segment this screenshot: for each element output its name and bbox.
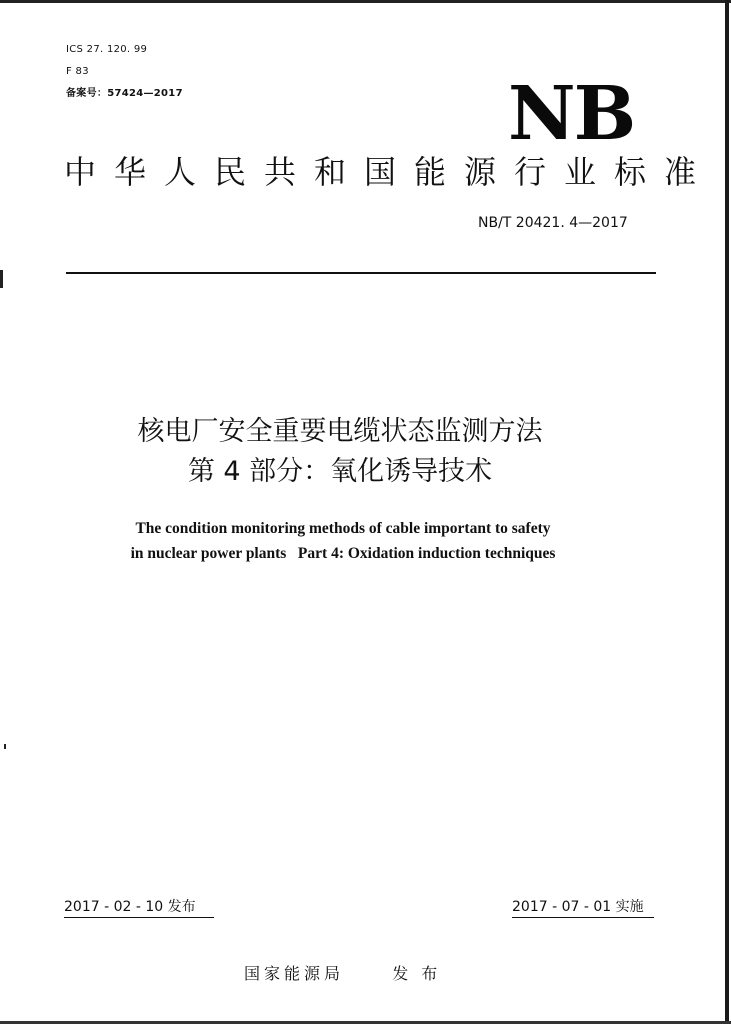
implementation-date: 2017 - 07 - 01 实施 bbox=[512, 899, 644, 915]
issue-date: 2017 - 02 - 10 发布 bbox=[64, 899, 196, 915]
publisher-name: 国家能源局 bbox=[244, 964, 345, 983]
english-title-line-1: The condition monitoring methods of cable important to safety bbox=[135, 520, 551, 537]
scan-edge-right bbox=[725, 0, 729, 1024]
publisher-action: 发 布 bbox=[392, 964, 442, 983]
english-title-line-2: in nuclear power plants Part 4: Oxidation induction techniques bbox=[130, 545, 556, 562]
header-divider bbox=[66, 272, 656, 274]
standard-type-title: 中华人民共和国能源行业标准 bbox=[64, 153, 715, 191]
chinese-title-line-1: 核电厂安全重要电缆状态监测方法 bbox=[137, 416, 543, 447]
scan-edge-top bbox=[0, 0, 731, 3]
implementation-date-underline bbox=[512, 917, 654, 918]
issue-date-underline bbox=[64, 917, 214, 918]
standard-code: NB/T 20421. 4—2017 bbox=[478, 215, 628, 231]
ccs-code: F 83 bbox=[66, 66, 89, 77]
nb-logo: NB bbox=[508, 71, 635, 157]
ics-code: ICS 27. 120. 99 bbox=[66, 44, 148, 55]
scan-speck bbox=[0, 270, 3, 288]
publisher-line bbox=[244, 963, 441, 985]
record-number: 备案号：57424—2017 bbox=[66, 88, 183, 99]
scan-speck bbox=[4, 744, 6, 749]
chinese-title-line-2: 第 4 部分：氧化诱导技术 bbox=[187, 456, 493, 487]
